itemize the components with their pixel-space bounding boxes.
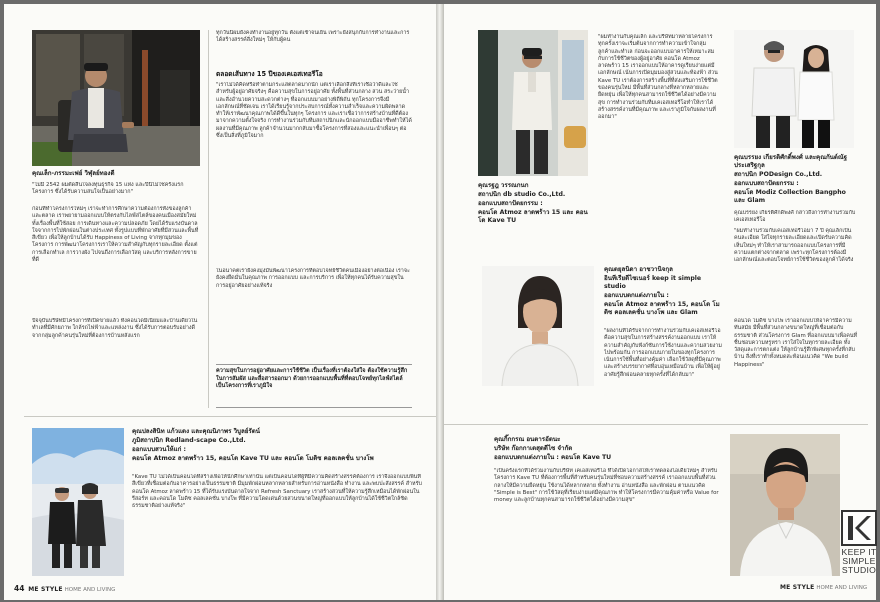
right-page	[444, 4, 876, 600]
photo-interior-designer	[482, 266, 594, 386]
col2-text-c: ในอนาคตเรายังคงมุ่งมั่นพัฒนาโครงการที่ตอบโจทย์ชีวิตคนเมืองอย่างต่อเนื่อง เราจะยังคงยึดมั่นในคุณภาพ การออกแบบ และการบริการ เพื่อให้ทุกคนได้รับความสุขในการอยู่อาศัยอย่างแท้จริง	[216, 268, 410, 289]
caption-podesign-names: คุณบรรยง เกียรติศักดิ์พงศ์ และคุณกันต์ณัฐ ประเสริฐกุล	[734, 154, 848, 169]
col2-heading: ตลอดเส้นทาง 15 ปีของเคเอสเทอรีโอ	[216, 70, 323, 78]
caption-podesign-company: สถาปนิก PODesign Co.,Ltd.	[734, 171, 823, 178]
col3-text-b: "ผมทำงานร่วมกับเคเอสเทอรีโอมา 7 ปี คุณเล็กเป็นคนละเอียด ใส่ใจทุกรายละเอียดและเปิดรับความคิดเห็นใหม่ๆ ทำให้เราสามารถออกแบบโครงการที่มีความแตกต่างจากตลาด เพราะทุกโครงการต้องมีเอกลักษณ์และตอบโจทย์การใช้ชีวิตของลูกค้าได้จริง	[734, 228, 854, 264]
caption-landscape-projects: คอนโด Atmoz ลาดพร้าว 15, คอนโด Kave TU และ คอนโด โมดิซ คอลเลคชั่น บางโพ	[132, 455, 374, 462]
caption-landscape-company: ภูมิสถาปนิก Redland-scape Co.,Ltd.	[132, 437, 246, 444]
logo-mark-icon	[841, 510, 877, 546]
caption-interior-name: คุณตยุลนิดา อาชวานิจกุล	[604, 266, 673, 273]
col1-text-b: ก่อนที่ทำโครงการใหม่ๆ เราจะทำการศึกษาความต้องการทั้งของลูกค้าและตลาด เราพยายามออกแบบให้ตรงกับไลฟ์สไตล์ของคนเมืองสมัยใหม่ ทั้งเรื่องพื้นที่ใช้สอย การเดินทางและความปลอดภัย โดยได้รับแรงบันดาลใจจากการไปพักผ่อนในต่างประเทศ ทั้งรูปแบบที่พักอาศัยที่มีสวนและพื้นที่สีเขียว เพื่อให้ลูกบ้านได้รับ Happiness of Living จากทุกมุมของโครงการ การพัฒนาโครงการเราให้ความสำคัญกับทุกรายละเอียด ตั้งแต่การเลือกทำเล การวางผัง ไปจนถึงการเลือกวัสดุ และบริการหลังการขายที่ดี	[32, 206, 199, 264]
col3-text-c: คอนโด โมดิซ บางโพ เราออกแบบให้อาคารมีความทันสมัย มีพื้นที่ส่วนกลางขนาดใหญ่ที่เชื่อมต่อกับธรรมชาติ ส่วนโครงการ Glam ที่ออกแบบมาเพื่อคนที่ชื่นชอบความหรูหรา เราใส่ใจในทุกรายละเอียด ทั้งวัสดุและการตกแต่ง ให้ลูกบ้านรู้สึกพิเศษทุกครั้งที่กลับบ้าน สิ่งที่เราทำทั้งหมดสะท้อนแนวคิด "We build Happiness"	[734, 318, 858, 368]
caption-kave-company: บริษัท ก๊อกกาเดสุดดีไซ จำกัด	[494, 445, 573, 452]
caption-interior-company: อินทีเรียดีไซเนอร์ keep it simple studio	[604, 275, 702, 290]
spread-gutter	[436, 4, 444, 600]
column-rule	[208, 30, 209, 408]
footer-section: HOME AND LIVING	[64, 587, 116, 593]
pull-quote: ความสุขในการอยู่อาศัยและการใช้ชีวิต เป็นเรื่องที่เราต้องใส่ใจ ต้องใช้ความรู้สึกในการสัมผัส และสื่อสารออกมา ด้วยการออกแบบพื้นที่ที่ตอบโจทย์ทุกไลฟ์สไตล์ เป็นโครงการที่เราภูมิใจ	[216, 364, 412, 408]
photo-kelecheng-seated	[32, 30, 200, 166]
bottom-text-right: "เป็นครั้งแรกที่ได้ร่วมงานกับบริษัท เคเอสเทอรีโอ ที่ได้เปิดโอกาสให้เราทดลองไอเดียใหม่ๆ สำหรับโครงการ Kave TU ที่ต้องการพื้นที่สำหรับคนรุ่นใหม่ที่ชอบความสร้างสรรค์ เราออกแบบพื้นที่ส่วนกลางให้มีความยืดหยุ่น ใช้งานได้หลากหลาย ทั้งทำงาน อ่านหนังสือ และพักผ่อน ตามแนวคิด "Simple is Best" การใช้วัสดุที่เรียบง่ายแต่มีคุณภาพ ทำให้โครงการมีความคุ้มค่าหรือ Value for money และลูกบ้านทุกคนสามารถใช้ชีวิตได้อย่างมีความสุข"	[494, 468, 719, 504]
caption-architect-company: สถาปนิก db studio Co.,Ltd.	[478, 191, 566, 198]
logo-line-3: STUDIO	[841, 565, 877, 575]
caption-owner-name: คุณเล็ก-ภรรมะเฟย์ วิฬุลย์ทองดี	[32, 170, 115, 177]
photo-architect-standing	[478, 30, 588, 176]
logo-line-2: SIMPLE	[842, 556, 876, 566]
section-rule-right	[444, 424, 868, 425]
caption-kave-name: คุณกิ๊กกรณ อนตารอัตนะ	[494, 436, 561, 443]
caption-architect-projects: คอนโด Atmoz ลาดพร้าว 15 และ คอนโด Kave TU	[478, 209, 588, 224]
col1-text-a: "ไม่มี 2542 ผมตัดสินใจลงทุนธุรกิจ 15 แห่ง และปีนี้ไม่ใช่ครั้งแรก โครงการ ซึ่งได้รับความสนใจเป็นอย่างมาก"	[32, 182, 184, 196]
photo-podesign-duo	[734, 30, 854, 148]
col-architect-text: "ผมทำงานกับคุณเล็ก และบริษัทมาหลายโครงการ ทุกครั้งเราจะเริ่มต้นจากการทำความเข้าใจกลุ่มลูกค้าและทำเล ก่อนจะออกแบบอาคารให้เหมาะสมกับการใช้ชีวิตของผู้อยู่อาศัย คอนโด Atmoz ลาดพร้าว 15 เราออกแบบให้อาคารดูเรียบง่ายแต่มีเอกลักษณ์ เน้นการเปิดมุมมองสู่สวนและท้องฟ้า ส่วน Kave TU เราต้องการสร้างพื้นที่ที่ส่งเสริมการใช้ชีวิตของคนรุ่นใหม่ มีพื้นที่ส่วนกลางที่หลากหลายและยืดหยุ่น เพื่อให้ทุกคนสามารถใช้ชีวิตได้อย่างมีความสุข การทำงานร่วมกับทีมเคเอสเทอรีโอทำให้เราได้สร้างสรรค์งานที่มีคุณภาพ และเราภูมิใจกับผลงานที่ออกมา"	[598, 34, 718, 121]
bottom-text-left: "Kave TU ไม่ได้เป็นคอนโดที่สร้างเพื่อให้นักศึกษาเท่านั้น แต่เป็นคอนโดที่ผู้ที่มีความคิดสร้างสรรค์ต้องการ เราจึงออกแบบพื้นที่สีเขียวที่เชื่อมต่อกับอาคารอย่างเป็นธรรมชาติ มีมุมพักผ่อนหลากหลายสำหรับการอ่านหนังสือ ทำงาน และพบปะสังสรรค์ สำหรับ คอนโด Atmoz ลาดพร้าว 15 ที่ได้รับแรงบันดาลใจจาก Refresh Sanctuary เราสร้างสวนที่ให้ความรู้สึกเหมือนได้พักผ่อนในรีสอร์ท และคอนโด โมดิซ คอลเลคชั่น บางโพ ที่มีความโดดเด่นด้วยสวนขนาดใหญ่ที่ออกแบบให้ลูกบ้านได้ใช้ชีวิตใกล้ชิดธรรมชาติอย่างแท้จริง"	[132, 474, 422, 510]
caption-podesign-projects: คอนโด Modiz Collection Bangpho และ Glam	[734, 189, 846, 204]
caption-interior-role: ออกแบบตกแต่งภายใน :	[604, 292, 669, 299]
keep-it-simple-logo	[838, 510, 880, 575]
caption-landscape-role: ออกแบบสวนให้แก่ :	[132, 446, 186, 453]
col2-text-b: "เราไม่ได้คิดหรือทำตามกระแสตลาดมากนัก แต่เราเลือกสิ่งที่เราเชื่อว่าดีและใช่สำหรับผู้อยู่อาศัยจริงๆ คือความสุขในการอยู่อาศัย ทั้งพื้นที่ส่วนกลาง สวน สระว่ายน้ำ และสิ่งอำนวยความสะดวกต่างๆ ที่ออกแบบมาอย่างพิถีพิถัน ทุกโครงการจึงมีเอกลักษณ์ที่ชัดเจน เราได้เรียนรู้จากประสบการณ์ทั้งความสำเร็จและความผิดพลาด ทำให้เราพัฒนาคุณภาพได้ดีขึ้นในทุกๆ โครงการ และเราเชื่อว่าการสร้างบ้านที่ดีต้องมาจากความตั้งใจจริง การทำงานร่วมกับทีมสถาปนิกและนักออกแบบมืออาชีพทำให้ได้ผลงานที่มีคุณภาพ ลูกค้าจำนวนมากกลับมาซื้อโครงการที่สองและแนะนำเพื่อนๆ ต่อ ซึ่งเป็นสิ่งที่ภูมิใจมาก	[216, 82, 412, 140]
footer-section-right: HOME AND LIVING	[816, 585, 868, 591]
col1-text-c: ปัจจุบันบริษัทมีโครงการที่เปิดขายแล้ว ทั้งคอนโดมิเนียมและบ้านเดี่ยวในทำเลที่มีศักยภาพ ใกล้รถไฟฟ้าและแหล่งงาน ซึ่งได้รับการตอบรับอย่างดีจากกลุ่มลูกค้าคนรุ่นใหม่ที่ต้องการบ้านหลังแรก	[32, 318, 198, 339]
photo-kave-designer	[730, 434, 840, 576]
col-interior-text: "ผลงานที่ได้รับจากการทำงานร่วมกับเคเอสเทอรีโอคือความสุขในการสร้างสรรค์งานออกแบบ เราให้ความสำคัญกับฟังก์ชันการใช้งานและความสวยงามไปพร้อมกัน การออกแบบภายในของทุกโครงการเน้นการใช้พื้นที่อย่างคุ้มค่า เลือกใช้วัสดุที่มีคุณภาพ และสร้างบรรยากาศที่อบอุ่นเหมือนบ้าน เพื่อให้ผู้อยู่อาศัยรู้สึกผ่อนคลายทุกครั้งที่ได้กลับมา"	[604, 328, 722, 378]
section-rule	[24, 416, 436, 417]
footer-brand: ME STYLE	[28, 586, 63, 593]
caption-architect-name: คุณรฐฎ วรรณกนก	[478, 182, 529, 189]
col3-text-a: คุณบรรยง เกียรติศักดิ์พงศ์ กล่าวถึงการทำงานร่วมกับเคเอสเทอรีโอ	[734, 210, 856, 224]
caption-landscape-names: คุณปลงสินิท แก้วแดง และคุณนิภาพร วิบูลย์รัตน์	[132, 428, 260, 435]
footer-brand-right: ME STYLE	[780, 584, 815, 591]
caption-podesign-role: ออกแบบสถาปัตยกรรม :	[734, 180, 799, 187]
footer-left	[14, 584, 115, 593]
left-page	[4, 4, 436, 600]
caption-interior-projects: คอนโด Atmoz ลาดพร้าว 15, คอนโด โมดิซ คอลเลคชั่น บางโพ และ Glam	[604, 301, 720, 316]
caption-architect-role: ออกแบบสถาปัตยกรรม :	[478, 200, 543, 207]
page-number: 44	[14, 584, 25, 593]
logo-line-1: KEEP IT	[841, 547, 877, 557]
footer-right	[780, 584, 867, 591]
col2-text-a: ทุกวันนี้ผมยังคงทำงานอยู่ทุกวัน ตั้งแต่เช้าจนเย็น เพราะยังสนุกกับการทำงานและการได้สร้างสรรค์สิ่งใหม่ๆ ให้กับผู้คน	[216, 30, 410, 44]
caption-kave-role: ออกแบบตกแต่งภายใน : คอนโด Kave TU	[494, 454, 612, 461]
photo-couple-snow	[32, 428, 124, 576]
